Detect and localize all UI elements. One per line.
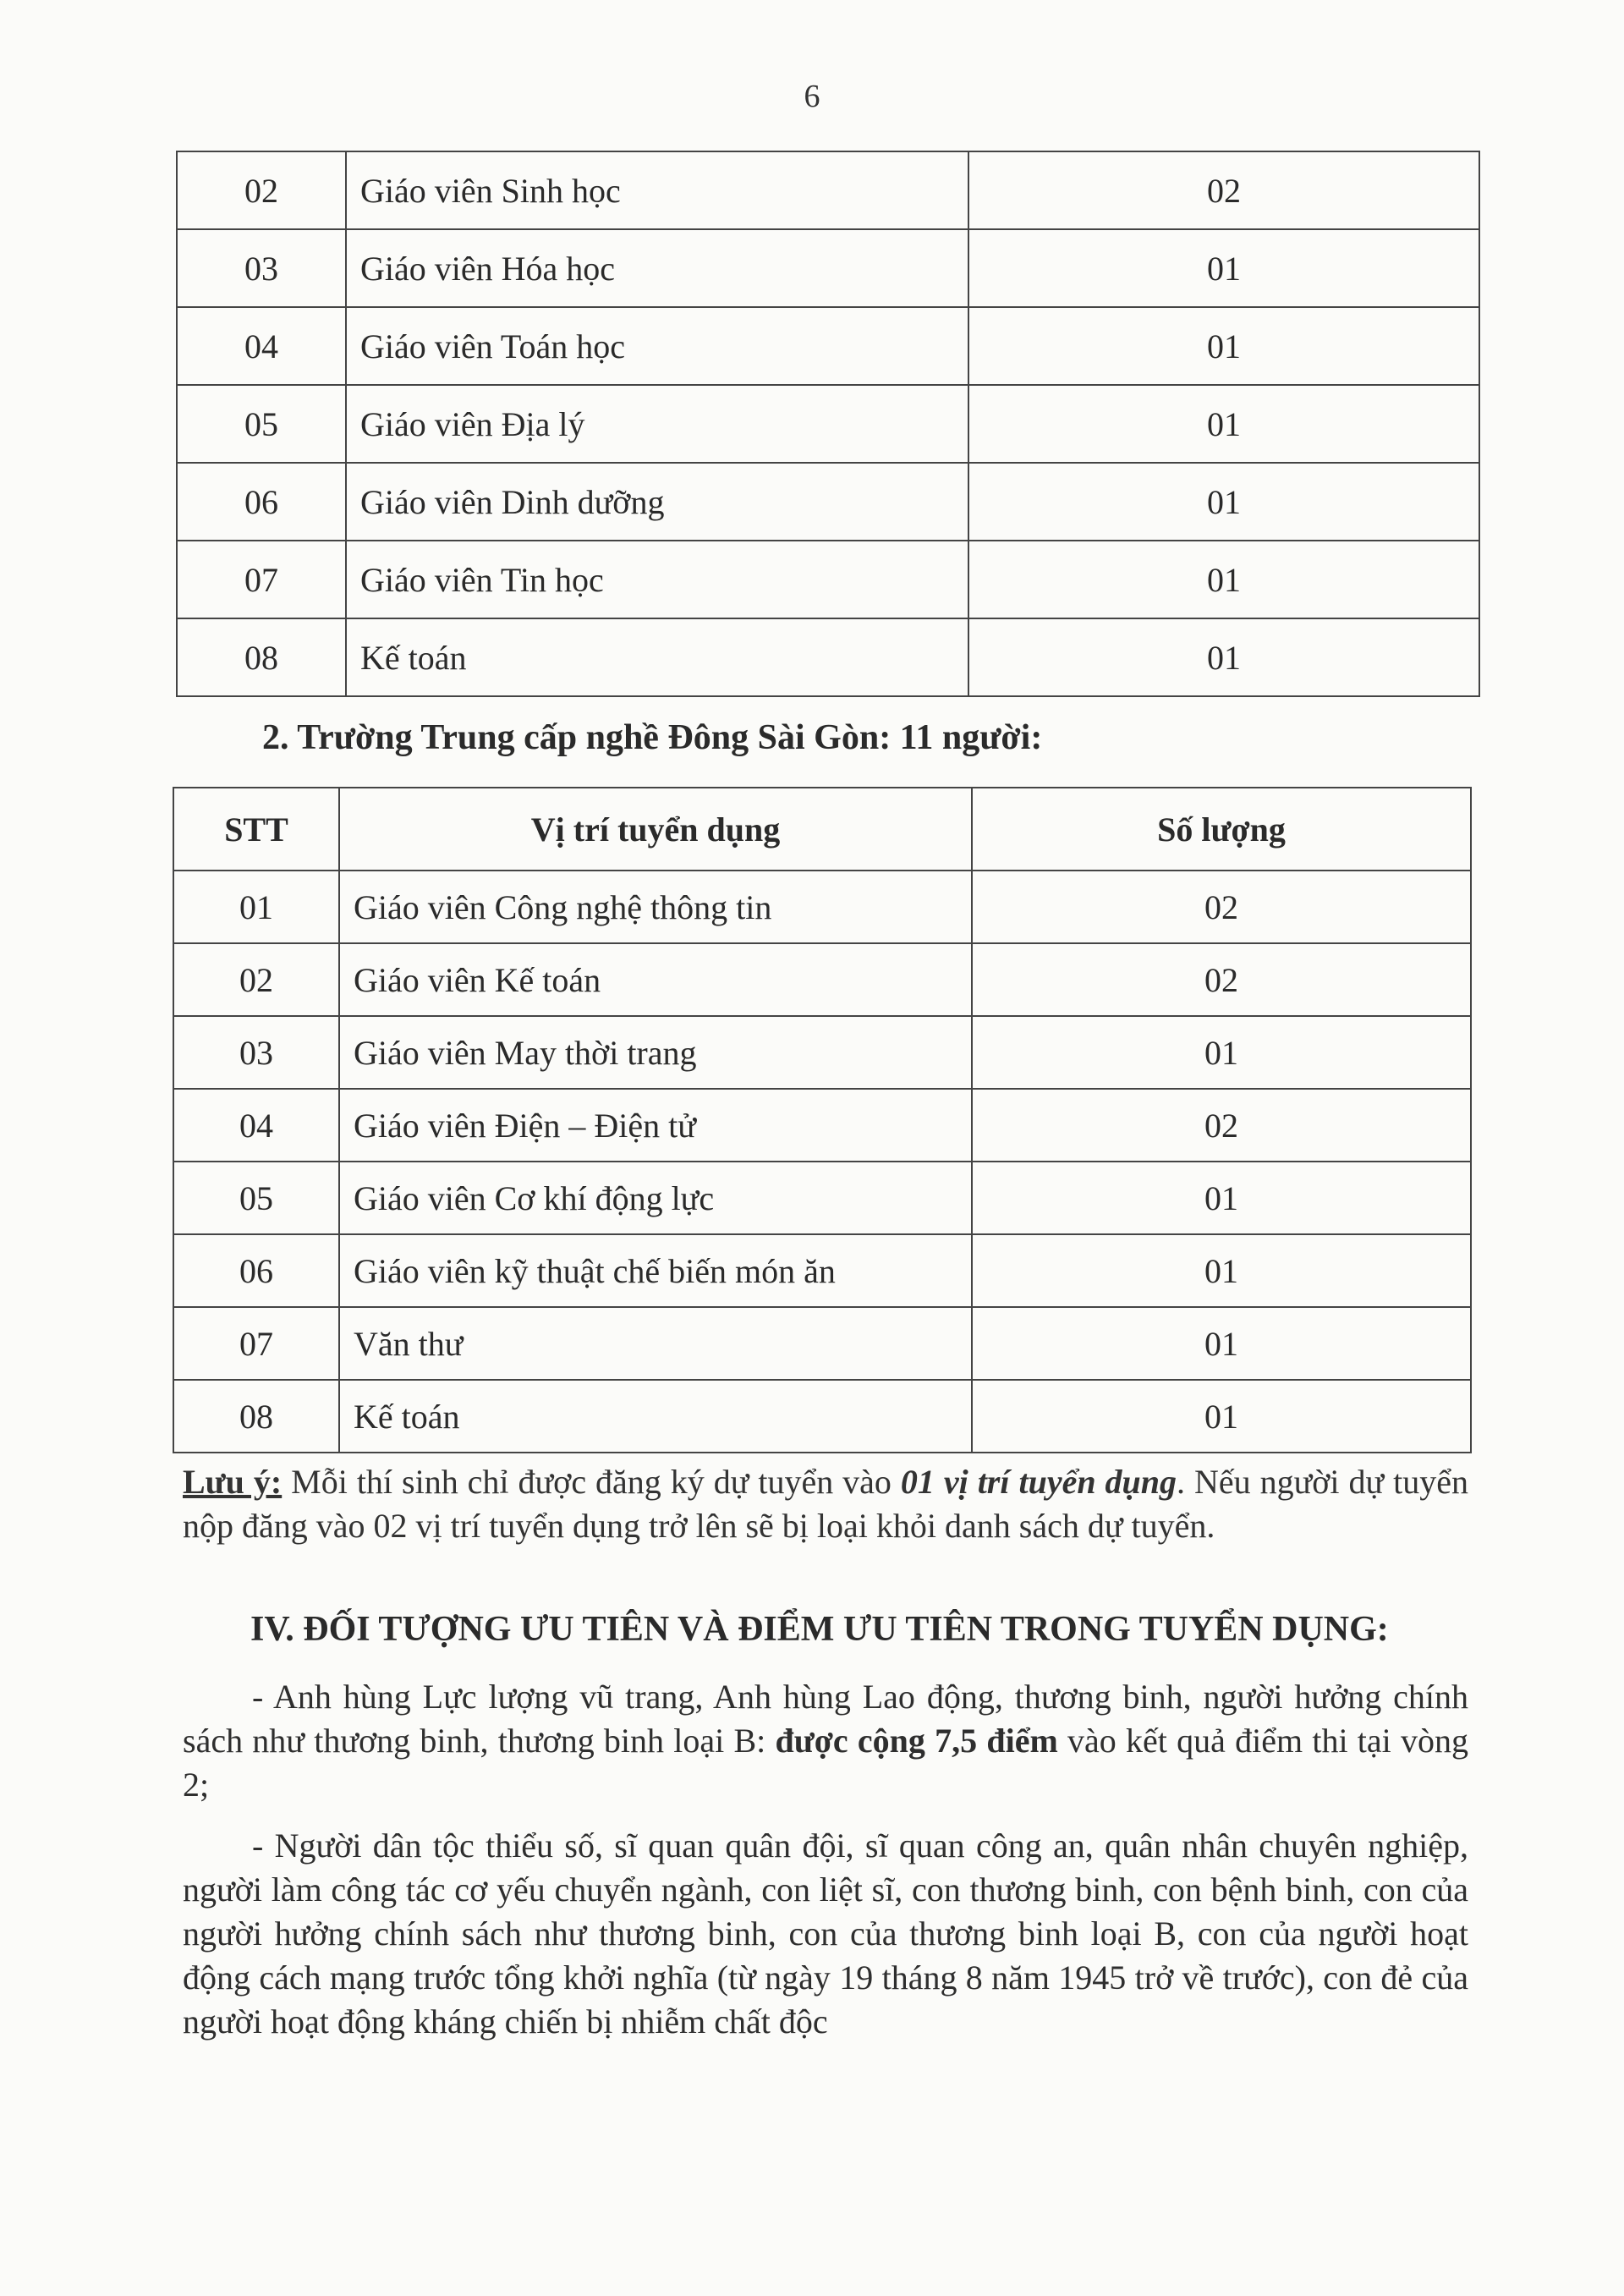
note-paragraph xyxy=(183,1460,1468,1548)
position-cell: Văn thư xyxy=(339,1307,972,1380)
quantity-cell: 01 xyxy=(968,541,1479,618)
stt-cell: 08 xyxy=(173,1380,339,1453)
position-cell: Giáo viên kỹ thuật chế biến món ăn xyxy=(339,1234,972,1307)
quantity-cell: 01 xyxy=(968,463,1479,541)
position-cell: Giáo viên May thời trang xyxy=(339,1016,972,1089)
stt-cell: 05 xyxy=(173,1162,339,1234)
position-cell: Giáo viên Toán học xyxy=(346,307,968,385)
quantity-cell: 01 xyxy=(972,1234,1471,1307)
table1-body xyxy=(177,151,1479,696)
stt-cell: 04 xyxy=(173,1089,339,1162)
priority-paragraph-1 xyxy=(183,1675,1468,1807)
stt-cell: 01 xyxy=(173,871,339,943)
quantity-cell: 01 xyxy=(968,618,1479,696)
quantity-cell: 02 xyxy=(968,151,1479,229)
section-4-heading: IV. ĐỐI TƯỢNG ƯU TIÊN VÀ ĐIỂM ƯU TIÊN TRONG TUYỂN DỤNG: xyxy=(250,1610,1389,1649)
stt-cell: 02 xyxy=(173,943,339,1016)
position-cell: Giáo viên Cơ khí động lực xyxy=(339,1162,972,1234)
header-stt: STT xyxy=(173,788,339,871)
position-cell: Giáo viên Tin học xyxy=(346,541,968,618)
note-emphasis: 01 vị trí tuyển dụng xyxy=(900,1463,1177,1501)
table-row xyxy=(177,151,1479,229)
table-row xyxy=(173,1162,1471,1234)
quantity-cell: 02 xyxy=(972,871,1471,943)
table-row xyxy=(173,1016,1471,1089)
table-row xyxy=(173,1307,1471,1380)
table-row xyxy=(177,229,1479,307)
table2-body xyxy=(173,871,1471,1453)
quantity-cell: 01 xyxy=(972,1307,1471,1380)
position-cell: Giáo viên Kế toán xyxy=(339,943,972,1016)
position-cell: Giáo viên Địa lý xyxy=(346,385,968,463)
table-row xyxy=(173,1234,1471,1307)
quantity-cell: 02 xyxy=(972,1089,1471,1162)
table-row xyxy=(173,1089,1471,1162)
quantity-cell: 01 xyxy=(972,1380,1471,1453)
quantity-cell: 01 xyxy=(968,307,1479,385)
quantity-cell: 01 xyxy=(972,1016,1471,1089)
recruitment-table-1 xyxy=(176,151,1480,697)
quantity-cell: 01 xyxy=(972,1162,1471,1234)
quantity-cell: 01 xyxy=(968,385,1479,463)
table-row xyxy=(177,618,1479,696)
table-row xyxy=(177,541,1479,618)
position-cell: Kế toán xyxy=(346,618,968,696)
stt-cell: 07 xyxy=(173,1307,339,1380)
table-row xyxy=(173,871,1471,943)
table-row xyxy=(177,463,1479,541)
priority1-bold: được cộng 7,5 điểm xyxy=(775,1722,1058,1760)
note-text-after: . Nếu người dự tuyển nộp đăng vào 02 vị trí tuyển dụng trở lên sẽ bị loại khỏi danh sách dự tuyển. xyxy=(183,1463,1469,1545)
stt-cell: 08 xyxy=(177,618,346,696)
stt-cell: 06 xyxy=(177,463,346,541)
position-cell: Giáo viên Dinh dưỡng xyxy=(346,463,968,541)
page-number: 6 xyxy=(804,79,820,114)
header-row xyxy=(173,788,1471,871)
note-label: Lưu ý: xyxy=(183,1463,283,1501)
note-text-before: Mỗi thí sinh chỉ được đăng ký dự tuyển vào xyxy=(282,1463,901,1501)
stt-cell: 03 xyxy=(177,229,346,307)
table2-header xyxy=(173,788,1471,871)
stt-cell: 03 xyxy=(173,1016,339,1089)
header-quantity: Số lượng xyxy=(972,788,1471,871)
priority1-text-after: vào kết quả điểm thi tại vòng 2; xyxy=(183,1722,1469,1804)
stt-cell: 04 xyxy=(177,307,346,385)
stt-cell: 05 xyxy=(177,385,346,463)
stt-cell: 07 xyxy=(177,541,346,618)
table-row xyxy=(177,307,1479,385)
section-2-title: 2. Trường Trung cấp nghề Đông Sài Gòn: 11 người: xyxy=(262,718,1043,757)
position-cell: Kế toán xyxy=(339,1380,972,1453)
header-position: Vị trí tuyển dụng xyxy=(339,788,972,871)
position-cell: Giáo viên Điện – Điện tử xyxy=(339,1089,972,1162)
table-row xyxy=(173,1380,1471,1453)
stt-cell: 06 xyxy=(173,1234,339,1307)
position-cell: Giáo viên Công nghệ thông tin xyxy=(339,871,972,943)
priority-paragraph-2: - Người dân tộc thiểu số, sĩ quan quân đội, sĩ quan công an, quân nhân chuyên nghiệp, người làm công tác cơ yếu chuyển ngành, con liệt sĩ, con thương binh, con bệnh binh, con của người hưởng chính sách như thương binh, con của thương binh loại B, con của người hoạt động cách mạng trước tổng khởi nghĩa (từ ngày 19 tháng 8 năm 1945 trở về trước), con đẻ của người hoạt động kháng chiến bị nhiễm chất độc xyxy=(183,1826,1468,2041)
table-row xyxy=(173,943,1471,1016)
table-row xyxy=(177,385,1479,463)
quantity-cell: 02 xyxy=(972,943,1471,1016)
quantity-cell: 01 xyxy=(968,229,1479,307)
position-cell: Giáo viên Hóa học xyxy=(346,229,968,307)
recruitment-table-2 xyxy=(173,787,1472,1453)
stt-cell: 02 xyxy=(177,151,346,229)
priority1-text-before: - Anh hùng Lực lượng vũ trang, Anh hùng Lao động, thương binh, người hưởng chính sách như thương binh, thương binh loại B: xyxy=(183,1678,1468,1760)
position-cell: Giáo viên Sinh học xyxy=(346,151,968,229)
